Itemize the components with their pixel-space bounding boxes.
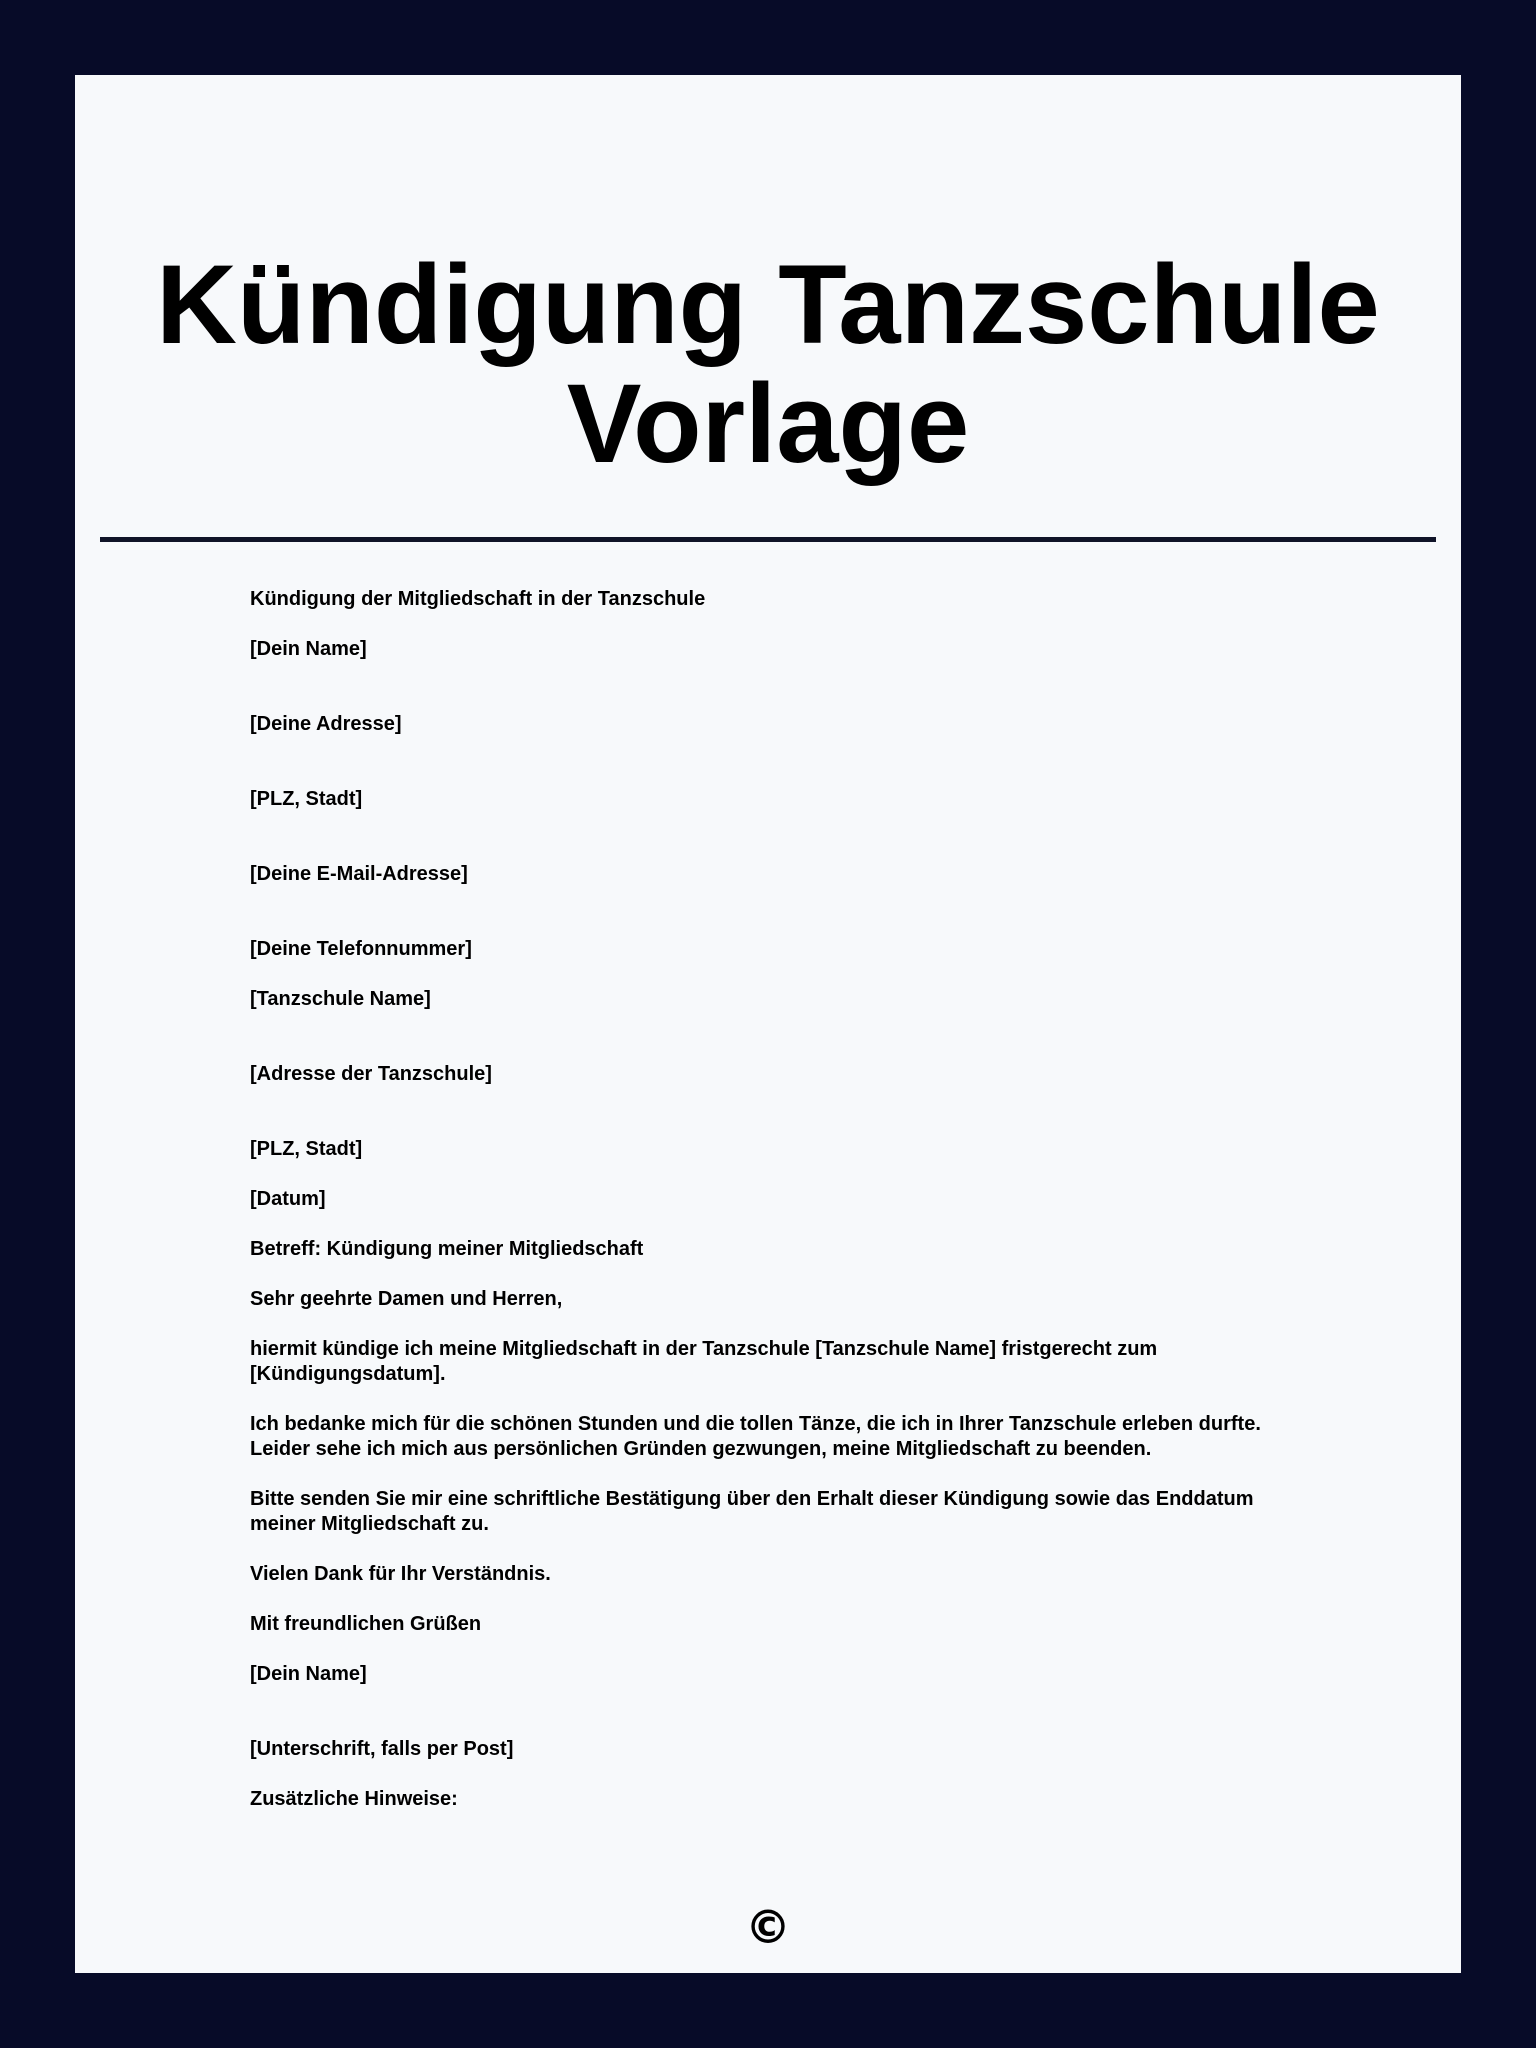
sender-email: [Deine E-Mail-Adresse] — [250, 863, 468, 885]
thanks-line: Vielen Dank für Ihr Verständnis. — [250, 1563, 551, 1585]
recipient-name: [Tanzschule Name] — [250, 988, 431, 1010]
document-title — [75, 242, 1461, 486]
closing-line: Mit freundlichen Grüßen — [250, 1613, 482, 1635]
body-paragraph-1-line-1: hiermit kündige ich meine Mitgliedschaft in der Tanzschule [Tanzschule Name] fristgerecht zum — [250, 1338, 1158, 1360]
letter-date: [Datum] — [250, 1188, 326, 1210]
body-paragraph-2-line-1: Ich bedanke mich für die schönen Stunden und die tollen Tänze, die ich in Ihrer Tanzschule erleben durfte. — [250, 1413, 1261, 1435]
title-line-2: Vorlage — [566, 361, 970, 486]
body-paragraph-2-line-2: Leider sehe ich mich aus persönlichen Gründen gezwungen, meine Mitgliedschaft zu beenden. — [250, 1438, 1152, 1460]
body-paragraph-3-line-1: Bitte senden Sie mir eine schriftliche Bestätigung über den Erhalt dieser Kündigung sowie das Enddatum — [250, 1488, 1254, 1510]
sender-address: [Deine Adresse] — [250, 713, 402, 735]
signature-placeholder: [Unterschrift, falls per Post] — [250, 1738, 514, 1760]
sender-name: [Dein Name] — [250, 638, 367, 660]
body-paragraph-3-line-2: meiner Mitgliedschaft zu. — [250, 1513, 489, 1535]
title-divider — [100, 537, 1436, 542]
letter-salutation: Sehr geehrte Damen und Herren, — [250, 1288, 563, 1310]
letter-heading: Kündigung der Mitgliedschaft in der Tanzschule — [250, 588, 706, 610]
copyright-icon: © — [745, 1900, 791, 1954]
additional-notes-heading: Zusätzliche Hinweise: — [250, 1788, 458, 1810]
letter-subject: Betreff: Kündigung meiner Mitgliedschaft — [250, 1238, 644, 1260]
recipient-postcode-city: [PLZ, Stadt] — [250, 1138, 363, 1160]
recipient-address: [Adresse der Tanzschule] — [250, 1063, 492, 1085]
sender-postcode-city: [PLZ, Stadt] — [250, 788, 363, 810]
sender-phone: [Deine Telefonnummer] — [250, 938, 472, 960]
signature-name: [Dein Name] — [250, 1663, 367, 1685]
document-page — [75, 75, 1461, 1973]
title-line-1: Kündigung Tanzschule — [156, 242, 1380, 367]
body-paragraph-1-line-2: [Kündigungsdatum]. — [250, 1363, 446, 1385]
